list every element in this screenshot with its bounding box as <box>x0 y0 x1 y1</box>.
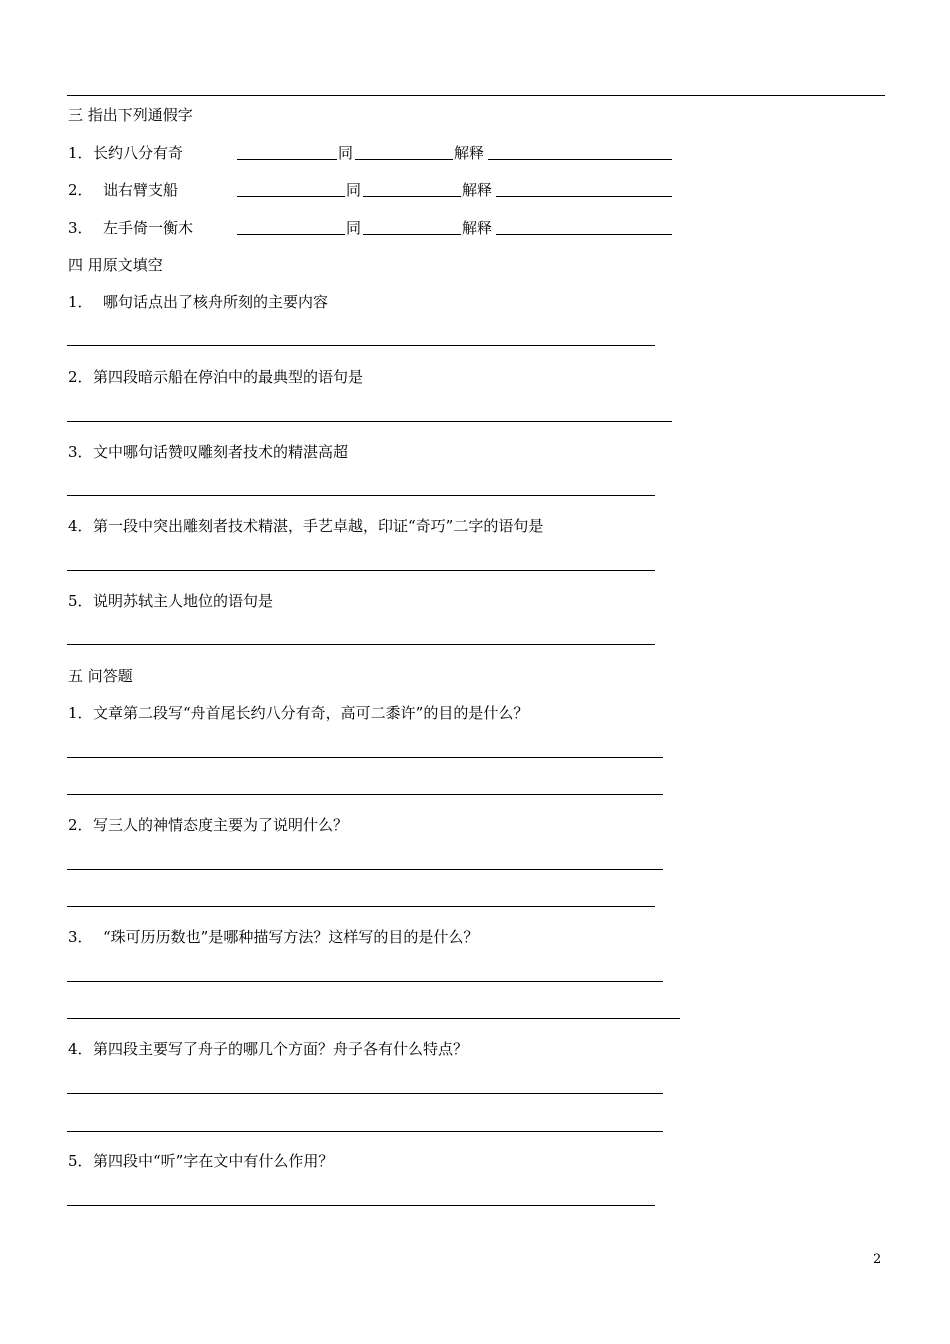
section4-item5-text: 说明苏轼主人地位的语句是 <box>93 592 274 610</box>
section4-item5-answer-line[interactable] <box>67 644 655 645</box>
section4-item4-answer-line[interactable] <box>67 570 655 571</box>
section4-heading: 四 用原文填空 <box>68 256 163 274</box>
section3-item1-blank1[interactable] <box>237 159 337 160</box>
section5-item5-num: 5． <box>68 1152 93 1170</box>
section4-item3-num: 3． <box>68 443 93 461</box>
section3-item2-num: 2． <box>68 181 93 199</box>
section5-item2-text: 写三人的神情态度主要为了说明什么？ <box>93 816 349 834</box>
section5-item1-text: 文章第二段写“舟首尾长约八分有奇，高可二黍许”的目的是什么？ <box>93 704 529 722</box>
section3-item2-text: 诎右臂支船 <box>103 181 179 199</box>
section5-item3-text: “珠可历历数也”是哪种描写方法？这样写的目的是什么？ <box>103 928 479 946</box>
section4-item2-num: 2． <box>68 368 93 386</box>
section3-item2-blank1[interactable] <box>237 196 345 197</box>
section5-item2-answer-line-1[interactable] <box>67 869 663 870</box>
section5-item4-text: 第四段主要写了舟子的哪几个方面？舟子各有什么特点？ <box>93 1040 469 1058</box>
section4-item4-text: 第一段中突出雕刻者技术精湛，手艺卓越，印证“奇巧”二字的语句是 <box>93 517 544 535</box>
section4-item1-answer-line[interactable] <box>67 345 655 346</box>
section5-item1-answer-line-2[interactable] <box>67 794 663 795</box>
section4-item3-text: 文中哪句话赞叹雕刻者技术的精湛高超 <box>93 443 349 461</box>
section4-item4-num: 4． <box>68 517 93 535</box>
section4-item5-num: 5． <box>68 592 93 610</box>
section3-item3-blank3[interactable] <box>496 234 672 235</box>
section5-item1-answer-line-1[interactable] <box>67 757 663 758</box>
section5-heading: 五 问答题 <box>68 667 133 685</box>
section4-item3-answer-line[interactable] <box>67 495 655 496</box>
section5-item1-num: 1． <box>68 704 93 722</box>
section3-item1-jieshi: 解释 <box>454 144 485 162</box>
section3-heading: 三 指出下列通假字 <box>68 106 193 124</box>
section3-item3-jieshi: 解释 <box>462 219 493 237</box>
section3-item3-blank1[interactable] <box>237 234 345 235</box>
section5-item3-num: 3． <box>68 928 93 946</box>
header-rule <box>67 95 885 96</box>
section5-item2-answer-line-2[interactable] <box>67 906 655 907</box>
section3-item1-blank2[interactable] <box>355 159 453 160</box>
section5-item2-num: 2． <box>68 816 93 834</box>
section3-item2-jieshi: 解释 <box>462 181 493 199</box>
section5-item4-answer-line-2[interactable] <box>67 1131 663 1132</box>
section3-item1-num: 1． <box>68 144 93 162</box>
section3-item3-blank2[interactable] <box>363 234 461 235</box>
section5-item4-num: 4． <box>68 1040 93 1058</box>
section3-item3-tong: 同 <box>346 219 362 237</box>
section3-item2-blank2[interactable] <box>363 196 461 197</box>
section3-item3-num: 3． <box>68 219 93 237</box>
section3-item1-tong: 同 <box>338 144 354 162</box>
section3-item1-blank3[interactable] <box>488 159 672 160</box>
section4-item2-text: 第四段暗示船在停泊中的最典型的语句是 <box>93 368 364 386</box>
section5-item4-answer-line-1[interactable] <box>67 1093 663 1094</box>
section5-item3-answer-line-1[interactable] <box>67 981 663 982</box>
section4-item1-num: 1． <box>68 293 93 311</box>
page-number: 2 <box>873 1252 882 1267</box>
section5-item5-answer-line[interactable] <box>67 1205 655 1206</box>
section4-item1-text: 哪句话点出了核舟所刻的主要内容 <box>103 293 329 311</box>
section3-item1-text: 长约八分有奇 <box>93 144 184 162</box>
section4-item2-answer-line[interactable] <box>67 421 672 422</box>
section5-item3-answer-line-2[interactable] <box>67 1018 680 1019</box>
section3-item3-text: 左手倚一衡木 <box>103 219 194 237</box>
section5-item5-text: 第四段中“听”字在文中有什么作用？ <box>93 1152 334 1170</box>
section3-item2-blank3[interactable] <box>496 196 672 197</box>
section3-item2-tong: 同 <box>346 181 362 199</box>
